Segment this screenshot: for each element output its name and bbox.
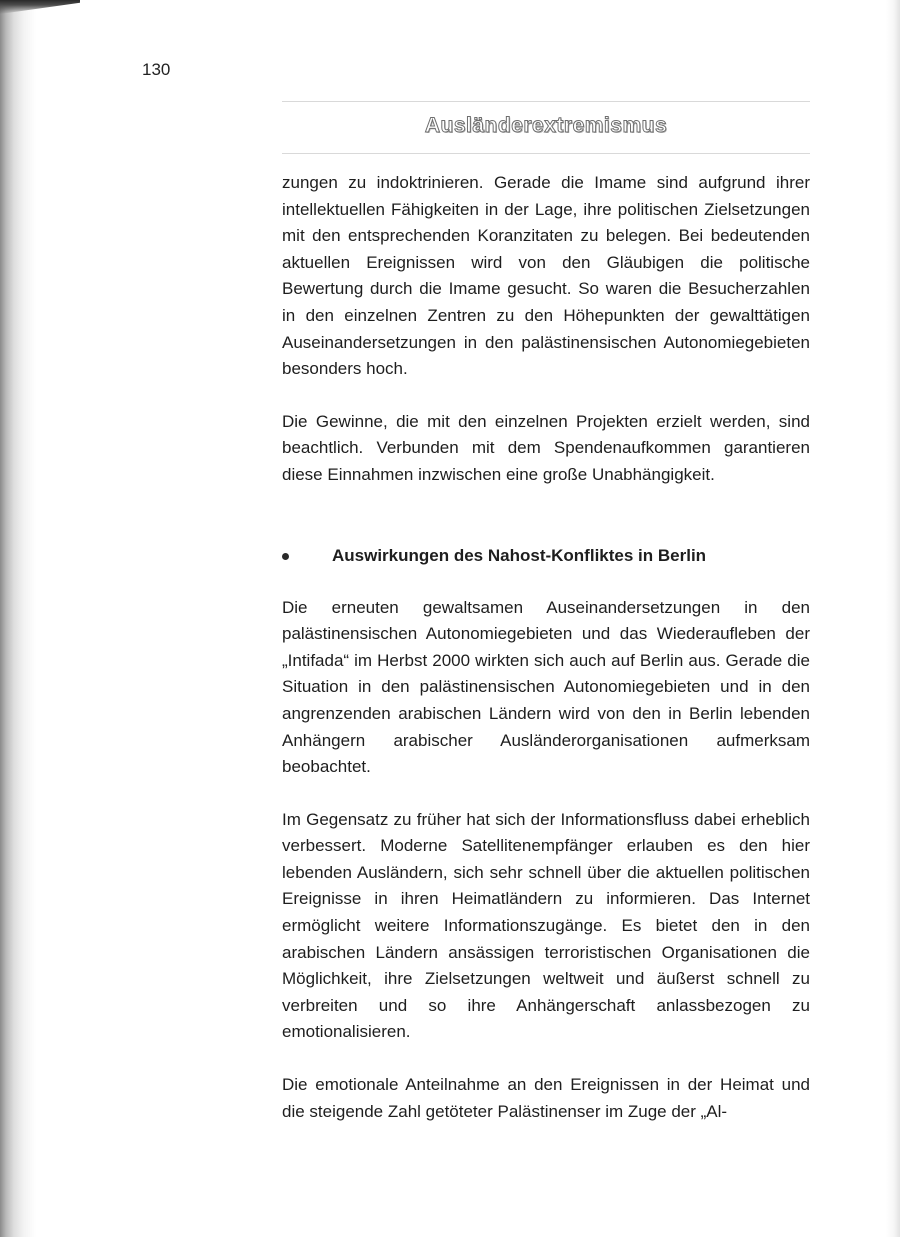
page-number: 130: [142, 60, 171, 79]
section-paragraph: Im Gegensatz zu früher hat sich der Informationsfluss dabei erheblich verbessert. Moderne Satellitenempfänger erlauben es den hier lebenden Ausländern, sich sehr schnell über die aktuellen politischen Ereignisse in ihren Heimatländern zu informieren. Das Internet ermöglicht weitere Informationszugänge. Es bietet den in den arabischen Ländern ansässigen terroristischen Organisationen die Möglichkeit, ihre Zielsetzungen weltweit und äußerst schnell zu verbreiten und so ihre Anhängerschaft anlassbezogen zu emotionalisieren.: [282, 809, 810, 1042]
scan-edge-right: [886, 0, 900, 1237]
header-rule-bottom: [282, 153, 810, 154]
section-paragraph: Die emotionale Anteilnahme an den Ereignissen in der Heimat und die steigende Zahl getöteter Palästinenser im Zuge der „Al-: [282, 1075, 810, 1121]
bullet-dot-icon: [282, 553, 289, 560]
page-body: [282, 170, 810, 1125]
scan-edge-left: [0, 0, 36, 1237]
scan-corner-mark: [0, 0, 80, 14]
header-rule-top: [282, 101, 810, 102]
section-heading: [282, 543, 810, 569]
body-paragraph: Die Gewinne, die mit den einzelnen Projekten erzielt werden, sind beachtlich. Verbunden mit dem Spendenaufkommen garantieren diese Einnahmen inzwischen eine große Unabhängigkeit.: [282, 411, 810, 484]
body-paragraph: zungen zu indoktrinieren. Gerade die Imame sind aufgrund ihrer intellektuellen Fähigkeiten in der Lage, ihre politischen Zielsetzungen mit den entsprechenden Koranzitaten zu belegen. Bei bedeutenden aktuellen Ereignissen wird von den Gläubigen die politische Bewertung durch die Imame gesucht. So waren die Besucherzahlen in den einzelnen Zentren zu den Höhepunkten der gewalttätigen Auseinandersetzungen in den palästinensischen Autonomiegebieten besonders hoch.: [282, 173, 810, 379]
section-paragraph: Die erneuten gewaltsamen Auseinandersetzungen in den palästinensischen Autonomiegebieten und das Wiederaufleben der „Intifada“ im Herbst 2000 wirkten sich auch auf Berlin aus. Gerade die Situation in den palästinensischen Autonomiegebieten und in den angrenzenden arabischen Ländern wird von den in Berlin lebenden Anhängern arabischer Ausländerorganisationen aufmerksam beobachtet.: [282, 597, 810, 777]
section-heading-text: Auswirkungen des Nahost-Konfliktes in Berlin: [332, 545, 707, 565]
running-header: Ausländerextremismus: [424, 114, 668, 137]
